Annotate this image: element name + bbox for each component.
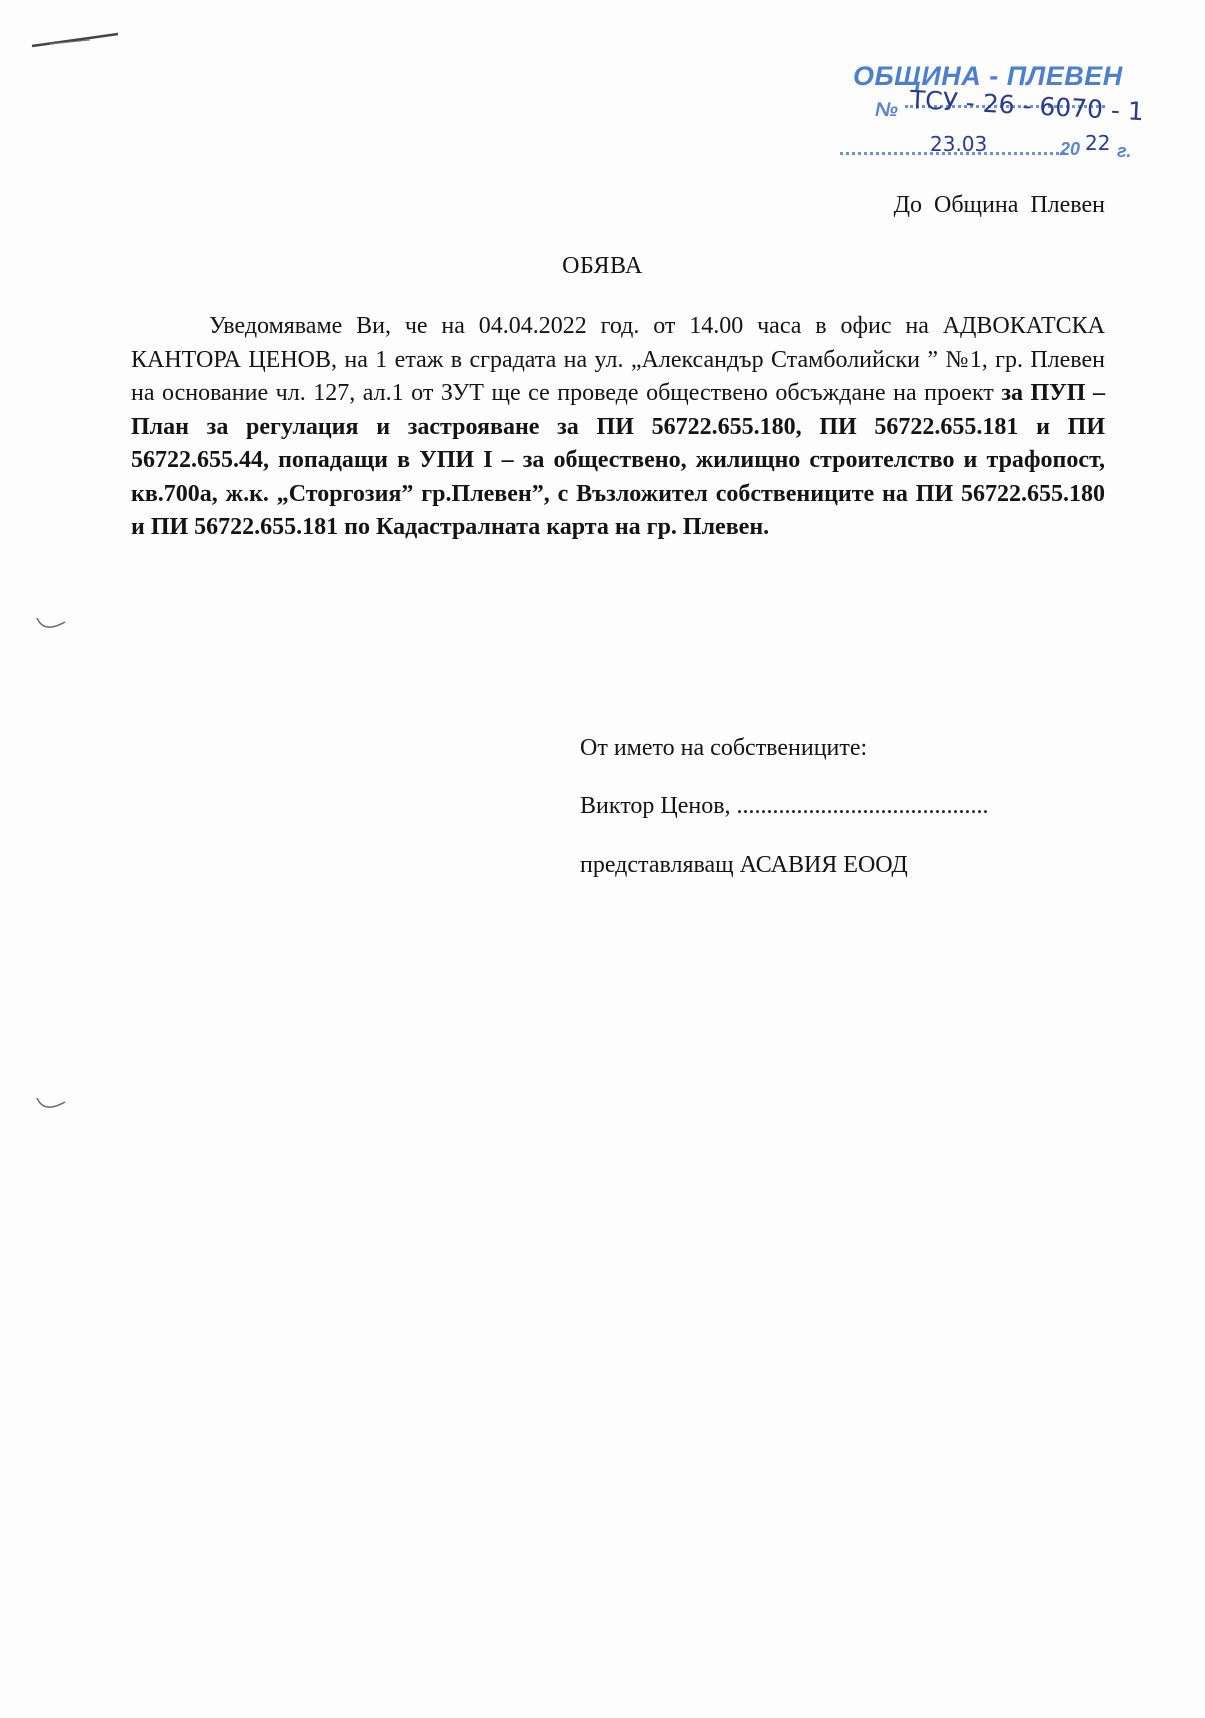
registration-stamp [835,55,1175,175]
scan-mark [30,30,120,50]
announcement-project-details: за ПУП – План за регулация и застрояване за ПИ 56722.655.180, ПИ 56722.655.181 и ПИ 56722.655.44, попадащи в УПИ I – за обществено, жилищно строителство и трафопост, кв.700а, ж.к. „Сторгозия” гр.Плевен”, с Възложител собствениците на ПИ 56722.655.180 и ПИ 56722.655.181 по Кадастралната карта на гр. Плевен. [131,380,1105,540]
signature-name-line [580,793,989,820]
signatory-name: Виктор Ценов, [580,793,731,819]
addressee: До Община Плевен [893,192,1105,218]
announcement-intro: Уведомяваме Ви, че на 04.04.2022 год. от 14.00 часа в офис на АДВОКАТСКА КАНТОРА ЦЕНОВ, на 1 етаж в сградата на ул. „Александър Стамболийски ” №1, гр. Плевен на основание чл. 127, ал.1 от ЗУТ ще се проведе обществено обсъждане на проект [131,313,1105,406]
stamp-year-prefix: 20 [1060,139,1081,159]
stamp-registration-number: ТСУ - 26 - 6070 - 1 [909,85,1145,127]
stamp-year-suffix: г. [1117,141,1132,161]
stamp-organization: ОБЩИНА - ПЛЕВЕН [853,61,1123,91]
stamp-number-label: № [875,99,898,121]
signatory-role: представляващ АСАВИЯ ЕООД [580,852,908,878]
stamp-date: 23.03 [930,132,988,156]
announcement-body [131,310,1105,545]
punch-hole-mark [34,1094,68,1118]
signature-intro: От името на собствениците: [580,735,868,761]
punch-hole-mark [34,614,68,638]
signature-dotted-line: .......................................... [736,793,989,819]
document-title: ОБЯВА [562,253,643,279]
stamp-year-handwritten: 22 [1085,131,1111,155]
